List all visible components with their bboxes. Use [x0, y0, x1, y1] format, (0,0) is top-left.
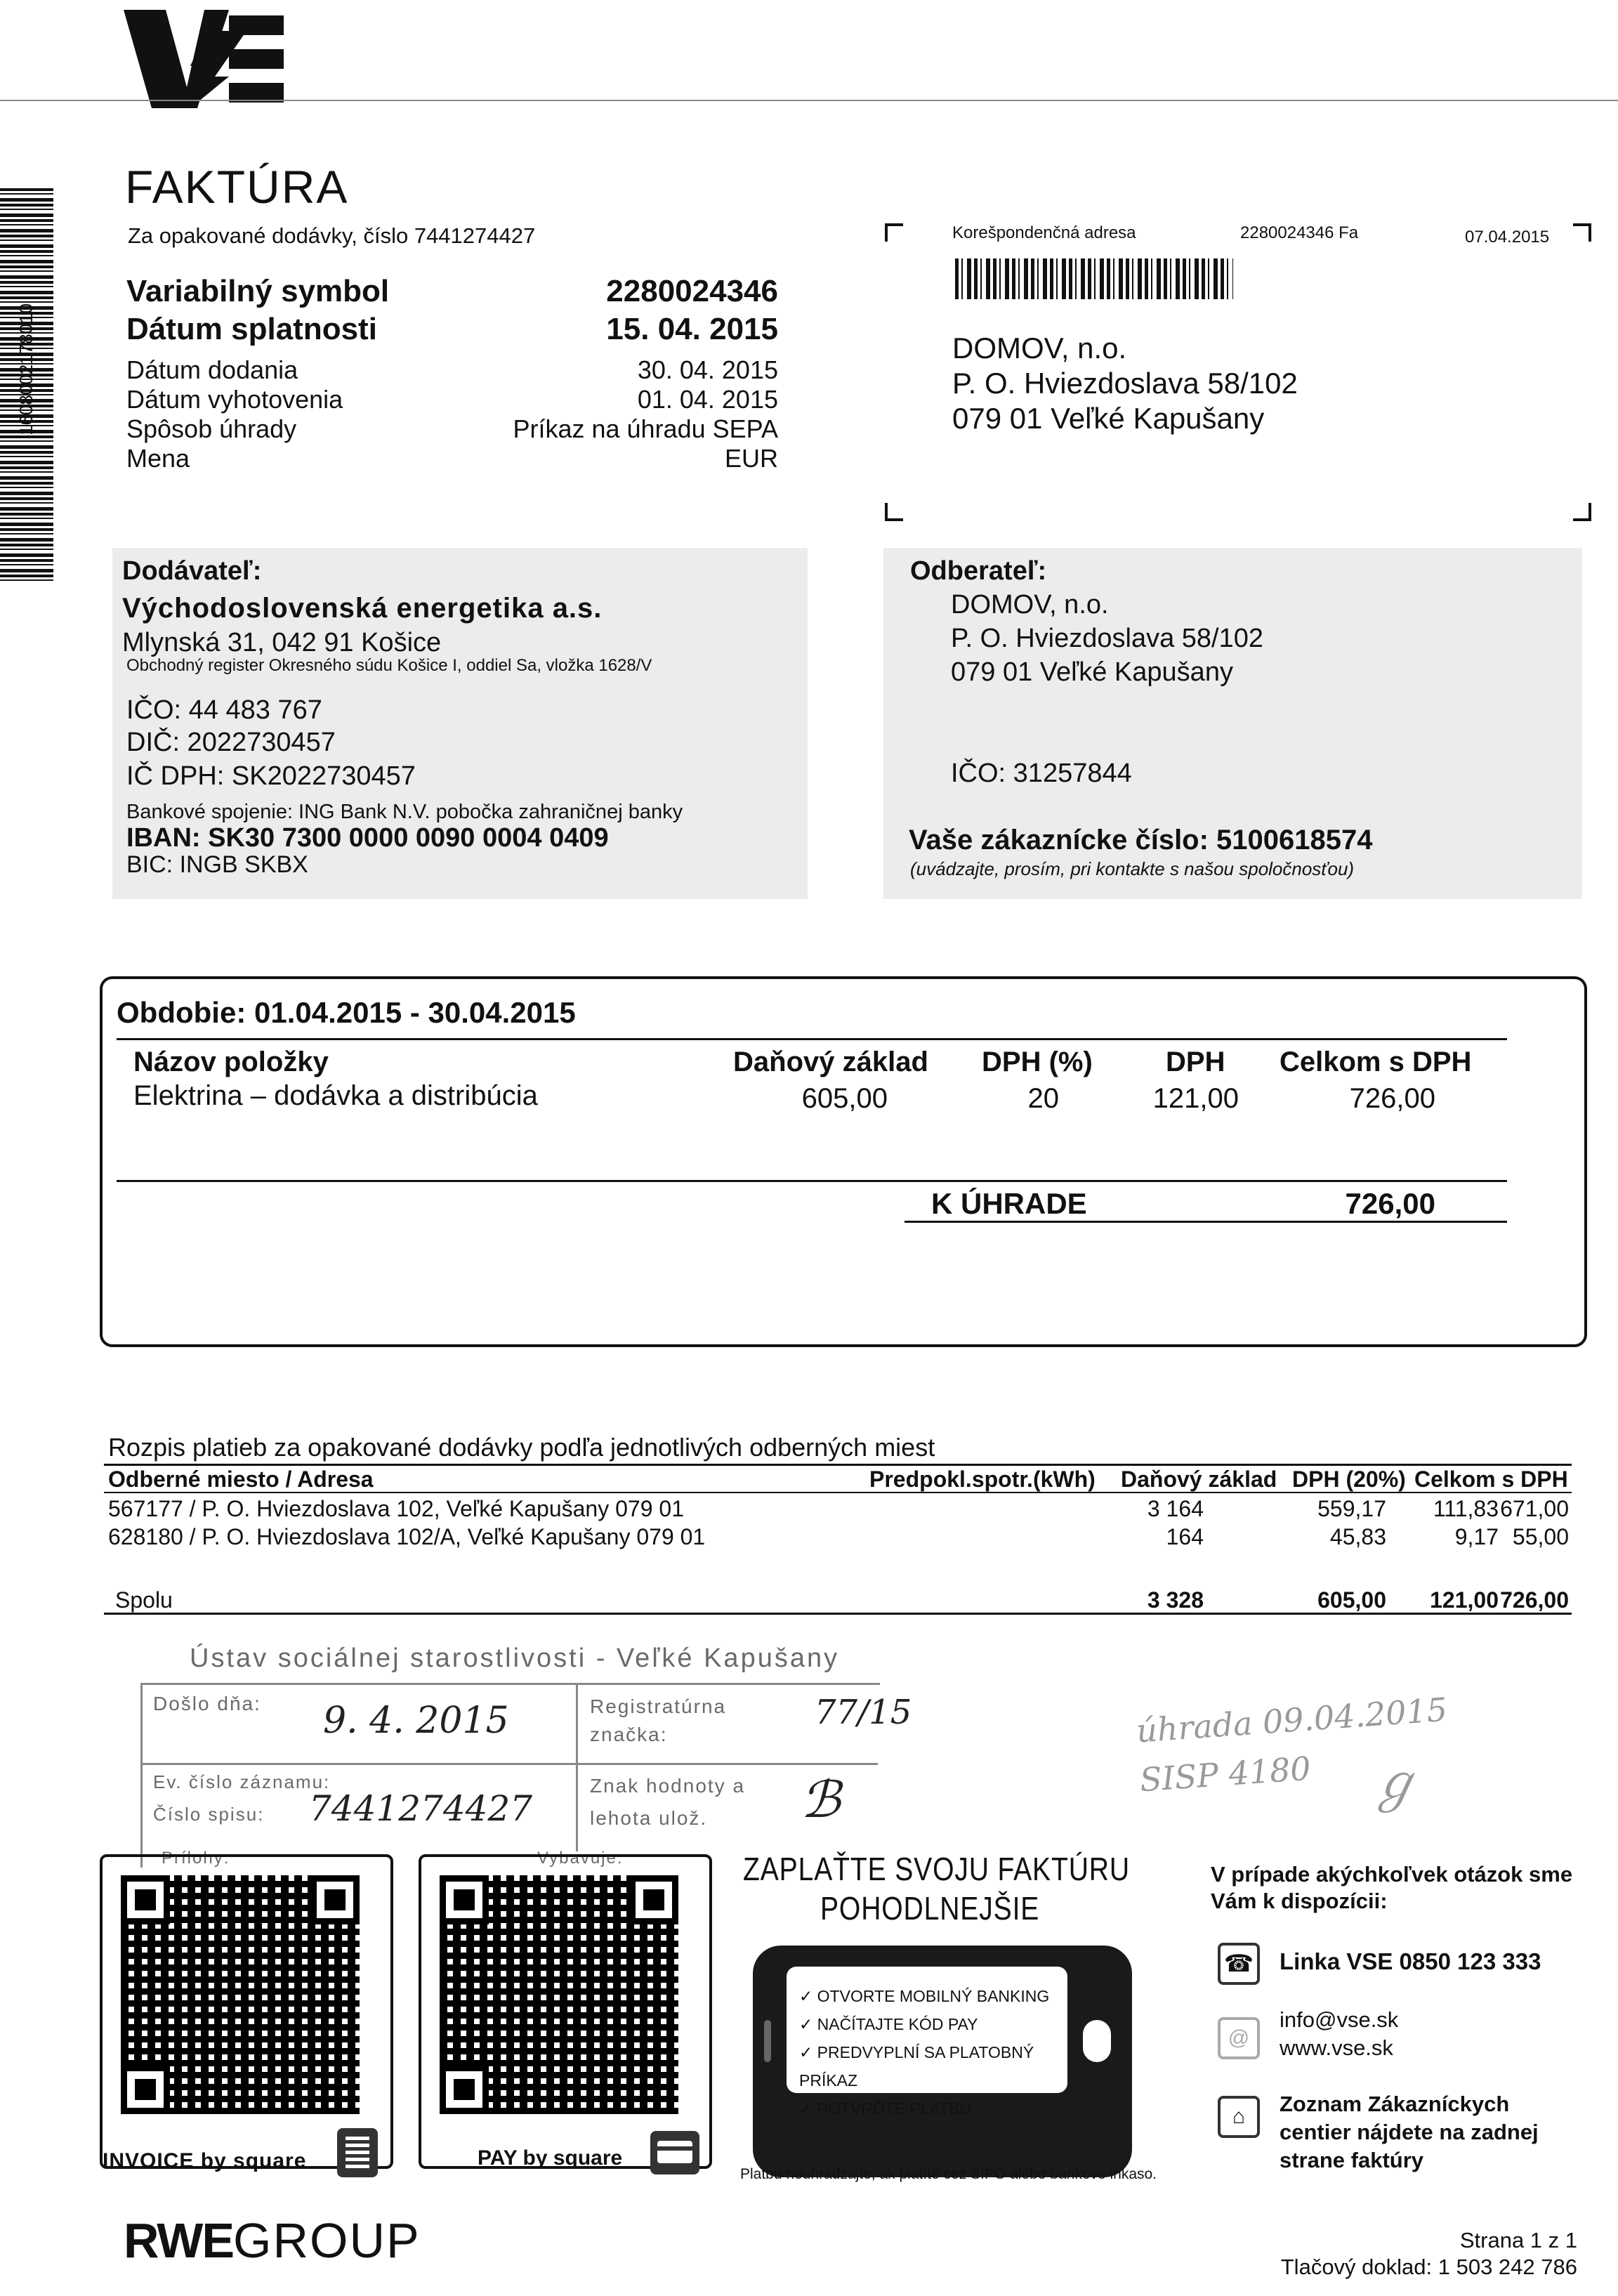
contact-intro: V prípade akýchkoľvek otázok sme Vám k dispozícii:	[1211, 1862, 1573, 1913]
amount-due-label: K ÚHRADE	[931, 1187, 1087, 1220]
table-row: 567177 / P. O. Hviezdoslava 102, Veľké Kapušany 079 01 3 164 559,17 111,83 671,00	[108, 1496, 1569, 1521]
stamp-attachments-label: Prílohy:	[162, 1849, 230, 1868]
email-icon: @	[1218, 2017, 1260, 2059]
contact-email: info@vse.sk	[1280, 2007, 1399, 2032]
summary-row: Dátum vyhotovenia 01. 04. 2015	[126, 385, 778, 414]
stamp-title: Ústav sociálnej starostlivosti - Veľké Kapušany	[190, 1644, 840, 1673]
customer-note: (uvádzajte, prosím, pri kontakte s našou spoločnosťou)	[910, 858, 1355, 879]
phone-icon: ☎	[1218, 1943, 1260, 1985]
breakdown-title: Rozpis platieb za opakované dodávky podľa jednotlivých odberných miest	[108, 1433, 935, 1462]
window-corner	[1573, 503, 1591, 521]
due-date-value: 15. 04. 2015	[606, 312, 778, 346]
due-date-label: Dátum splatnosti	[126, 312, 377, 346]
handwritten-note: úhrada 09.04.2015 SISP 4180	[1135, 1690, 1449, 1799]
customer-street: P. O. Hviezdoslava 58/102	[951, 624, 1264, 653]
pay-by-square-label: PAY by square	[478, 2146, 623, 2170]
bd-col-total: Celkom s DPH	[1414, 1467, 1568, 1492]
breakdown-total-rule	[104, 1613, 1572, 1615]
summary-row: Dátum dodania 30. 04. 2015	[126, 355, 778, 384]
table-row: 628180 / P. O. Hviezdoslava 102/A, Veľké Kapušany 079 01 164 45,83 9,17 55,00	[108, 1524, 1569, 1549]
invoice-by-square-label: INVOICE by square	[103, 2149, 307, 2172]
stamp-record-label: Ev. číslo záznamu:	[153, 1771, 331, 1792]
bd-col-consumption: Predpokl.spotr.(kWh)	[869, 1467, 1096, 1492]
promo-step: ✓ PREDVYPLNÍ SA PLATOBNÝ PRÍKAZ	[799, 2043, 1034, 2090]
supplier-icdph: IČ DPH: SK2022730457	[126, 761, 416, 791]
mailing-ref: 2280024346 Fa	[1240, 223, 1359, 242]
handwritten-signature: ℬ	[801, 1770, 841, 1829]
item-vat: 121,00	[1152, 1083, 1239, 1114]
customer-city: 079 01 Veľké Kapušany	[951, 657, 1233, 687]
stamp-value-label: Znak hodnoty a lehota ulož.	[590, 1775, 746, 1829]
stamp-reg-value: 77/15	[815, 1693, 912, 1732]
handwritten-initials: ℊ	[1369, 1753, 1421, 1812]
item-name: Elektrina – dodávka a distribúcia	[133, 1080, 538, 1111]
invoice-qr-code	[121, 1875, 360, 2114]
mailing-label: Korešpondenčná adresa	[952, 223, 1136, 242]
supplier-bank: Bankové spojenie: ING Bank N.V. pobočka zahraničnej banky	[126, 801, 683, 823]
bd-header-rule	[104, 1492, 1572, 1493]
bd-col-tax-base: Daňový základ	[1121, 1467, 1277, 1492]
item-tax-base: 605,00	[801, 1083, 888, 1114]
promo-title-line1: ZAPLAŤTE SVOJU FAKTÚRU	[743, 1851, 1130, 1887]
promo-step: ✓ POTVRĎTE PLATBU	[799, 2099, 972, 2118]
pay-card-icon	[650, 2131, 699, 2174]
mailing-date: 07.04.2015	[1465, 228, 1550, 247]
supplier-dic: DIČ: 2022730457	[126, 728, 336, 757]
summary-rows	[126, 355, 778, 473]
stamp-received-label: Došlo dňa:	[153, 1693, 261, 1714]
bd-col-vat: DPH (20%)	[1292, 1467, 1406, 1492]
summary-row: Spôsob úhrady Príkaz na úhradu SEPA	[126, 414, 778, 443]
variable-symbol-value: 2280024346	[606, 274, 778, 308]
customer-heading: Odberateľ:	[910, 556, 1047, 586]
mailing-street: P. O. Hviezdoslava 58/102	[952, 367, 1298, 400]
item-vat-rate: 20	[1027, 1083, 1059, 1114]
supplier-register: Obchodný register Okresného súdu Košice I, oddiel Sa, vložka 1628/V	[126, 656, 652, 675]
phone-button	[1083, 2020, 1111, 2062]
footer-page: Strana 1 z 1	[1459, 2228, 1577, 2252]
col-vat: DPH	[1166, 1047, 1225, 1077]
window-corner	[1573, 223, 1591, 242]
phone-screen	[787, 1967, 1067, 2118]
item-total: 726,00	[1349, 1083, 1435, 1114]
breakdown-top-rule	[104, 1464, 1572, 1466]
period-title: Obdobie: 01.04.2015 - 30.04.2015	[117, 996, 576, 1029]
supplier-iban: IBAN: SK30 7300 0000 0090 0004 0409	[126, 823, 609, 853]
window-corner	[885, 223, 903, 242]
supplier-bic: BIC: INGB SKBX	[126, 851, 308, 878]
breakdown-rows	[108, 1495, 1569, 1551]
pay-qr-code	[440, 1875, 678, 2114]
mailing-city: 079 01 Veľké Kapušany	[952, 402, 1265, 435]
col-total: Celkom s DPH	[1280, 1047, 1472, 1077]
building-icon: ⌂	[1218, 2096, 1260, 2138]
stamp-divider	[576, 1683, 578, 1851]
customer-number: Vaše zákaznícke číslo: 5100618574	[909, 825, 1373, 855]
variable-symbol-label: Variabilný symbol	[126, 274, 390, 308]
col-vat-rate: DPH (%)	[982, 1047, 1093, 1077]
supplier-name: Východoslovenská energetika a.s.	[122, 593, 603, 624]
breakdown-total-row: Spolu 3 328 605,00 121,00 726,00	[115, 1587, 1569, 1613]
stamp-received-value: 9. 4. 2015	[323, 1700, 509, 1742]
stamp-file-label: Číslo spisu:	[153, 1804, 265, 1825]
customer-ico: IČO: 31257844	[951, 759, 1132, 788]
period-bottom-rule	[905, 1221, 1507, 1223]
registry-stamp	[140, 1644, 1011, 1868]
supplier-heading: Dodávateľ:	[122, 556, 262, 586]
promo-note: Platbu neuhrádzajte, ak platíte cez SIPO alebo bankové inkaso.	[740, 2166, 1157, 2182]
promo-title-line2: POHODLNEJŠIE	[820, 1890, 1040, 1927]
footer-print-doc: Tlačový doklad: 1 503 242 786	[1280, 2255, 1577, 2279]
customer-name: DOMOV, n.o.	[951, 590, 1109, 619]
phone-speaker	[764, 2020, 771, 2062]
period-box	[100, 976, 1587, 1347]
stamp-midline	[140, 1763, 878, 1765]
invoice-title: FAKTÚRA	[125, 161, 349, 213]
vse-logo	[124, 10, 285, 108]
contact-web: www.vse.sk	[1280, 2035, 1393, 2060]
supplier-ico: IČO: 44 483 767	[126, 695, 322, 725]
invoice-icon	[337, 2128, 378, 2177]
window-corner	[885, 503, 903, 521]
contact-phone: Linka VSE 0850 123 333	[1280, 1948, 1541, 1974]
supplier-address: Mlynská 31, 042 91 Košice	[122, 628, 442, 657]
stamp-reg-label: Registratúrna značka:	[590, 1695, 727, 1745]
stamp-file-value: 7441274427	[309, 1788, 533, 1829]
col-item-name: Názov položky	[133, 1047, 329, 1077]
mailing-barcode	[955, 258, 1233, 299]
stamp-handles-label: Vybavuje:	[537, 1849, 624, 1868]
bd-col-address: Odberné miesto / Adresa	[108, 1467, 374, 1492]
period-rule	[117, 1038, 1507, 1040]
promo-step: ✓ OTVORTE MOBILNÝ BANKING	[799, 1987, 1050, 2005]
mailing-name: DOMOV, n.o.	[952, 332, 1127, 365]
col-tax-base: Daňový základ	[733, 1047, 928, 1077]
side-barcode-number: 1608002178010	[15, 303, 37, 435]
summary-row: Mena EUR	[126, 444, 778, 473]
rwe-group-logo: RWEGROUP	[124, 2213, 421, 2268]
promo-step: ✓ NAČÍTAJTE KÓD PAY	[799, 2015, 978, 2033]
top-rule	[0, 100, 1618, 101]
contact-centers: Zoznam Zákazníckych centier nájdete na zadnej strane faktúry	[1280, 2092, 1539, 2172]
period-sum-rule	[117, 1180, 1507, 1182]
amount-due-value: 726,00	[1345, 1187, 1435, 1220]
invoice-subtitle: Za opakované dodávky, číslo 7441274427	[128, 223, 536, 248]
